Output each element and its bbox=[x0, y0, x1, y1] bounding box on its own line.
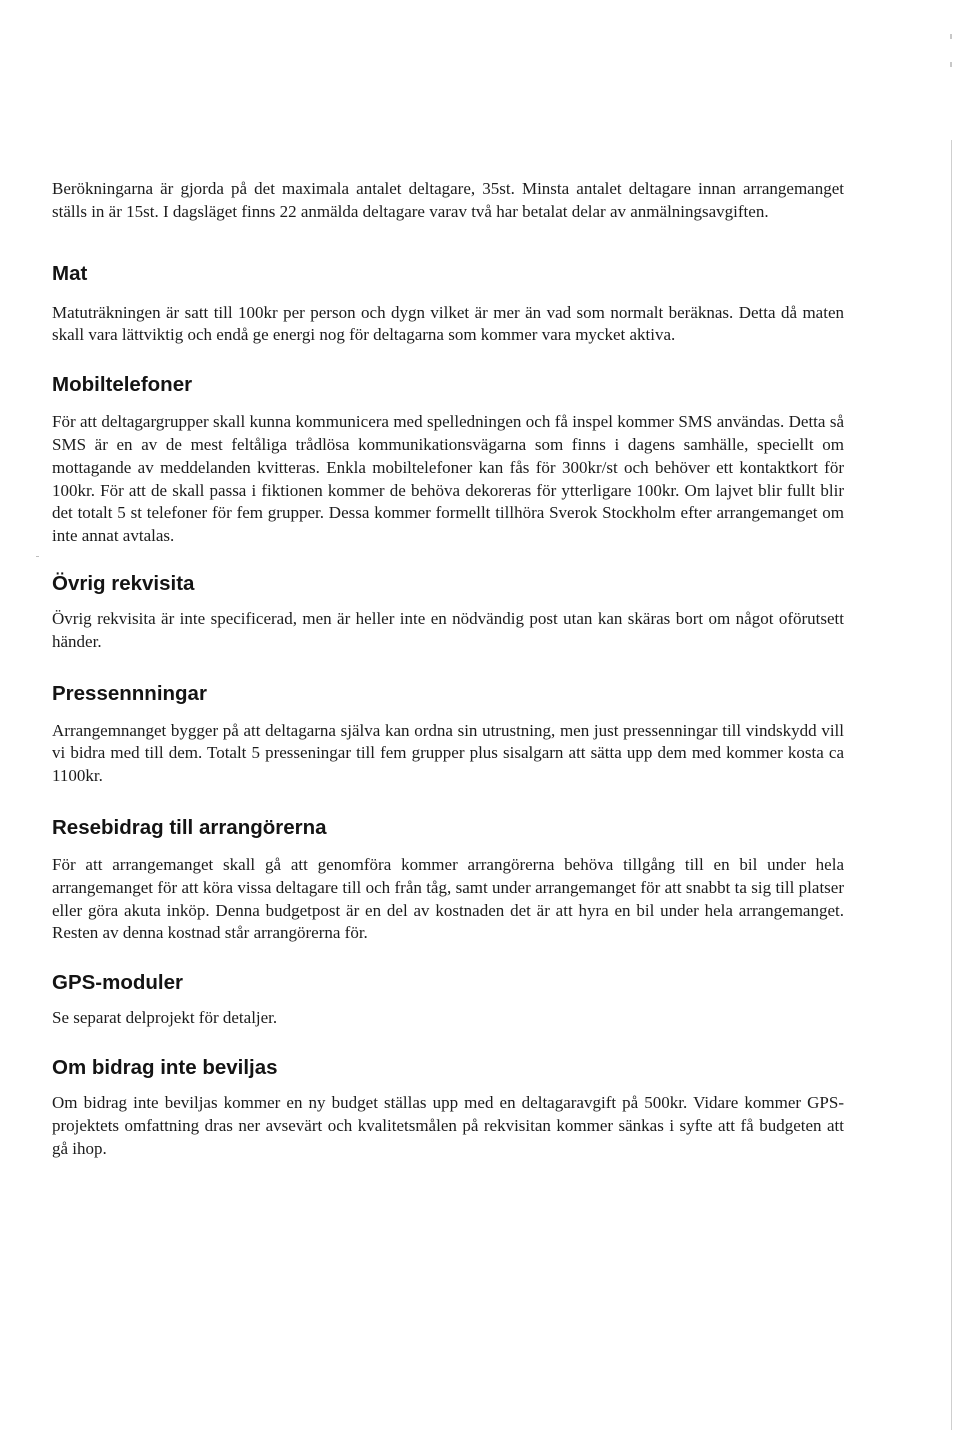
scan-edge-mark bbox=[950, 62, 952, 67]
section-body-resebidrag: För att arrangemanget skall gå att genomföra kommer arrangörerna behöva tillgång till en bil under hela arrangemanget för att köra vissa deltagare till och från tåg, samt under arrangemanget för att snabbt ta sig till platser eller göra akuta inköp. Denna budgetpost är en del av kostnaden det är att hyra en bil under hela arrangemanget. Resten av denna kostnad står arrangörerna för. bbox=[52, 854, 844, 943]
section-heading-resebidrag: Resebidrag till arrangörerna bbox=[52, 815, 327, 839]
section-heading-mobiltelefoner: Mobiltelefoner bbox=[52, 373, 193, 397]
scan-edge-line bbox=[951, 140, 952, 1430]
section-heading-pressenningar: Pressennningar bbox=[52, 681, 207, 705]
section-body-mobiltelefoner: För att deltagargrupper skall kunna kommunicera med spelledningen och få inspel kommer SMS användas. Detta så SMS är en av de mest feltåliga trådlösa kommunikationsvägarna som finns i dagens samhälle, speciellt om mottagande av meddelanden kvitteras. Enkla mobiltelefoner kan fås för 300kr/st och behöver ett kontaktkort för 100kr. För att de skall passa i fiktionen kommer de behöva dekoreras för ytterligare 100kr. Om lajvet blir fullt blir det totalt 5 st telefoner för fem grupper. Dessa kommer formellt tillhöra Sverok Stockholm efter arrangemanget om inte annat avtalas. bbox=[52, 412, 844, 546]
intro-paragraph: Berökningarna är gjorda på det maximala antalet deltagare, 35st. Minsta antalet deltagare innan arrangemanget ställs in är 15st. I dagsläget finns 22 anmälda deltagare varav två har betalat delar av anmälningsavgiften. bbox=[52, 179, 844, 221]
section-heading-ovrig-rekvisita: Övrig rekvisita bbox=[52, 571, 195, 595]
section-heading-om-bidrag: Om bidrag inte beviljas bbox=[52, 1055, 278, 1079]
section-body-mat: Matuträkningen är satt till 100kr per person och dygn vilket är mer än vad som normalt beräknas. Detta då maten skall vara lättviktig och endå ge energi nog för deltagarna som kommer vara mycket aktiva. bbox=[52, 302, 844, 345]
scan-speck bbox=[36, 556, 39, 557]
section-heading-mat: Mat bbox=[52, 261, 88, 285]
section-heading-gps-moduler: GPS-moduler bbox=[52, 971, 183, 995]
section-body-pressenningar: Arrangemnanget bygger på att deltagarna själva kan ordna sin utrustning, men just pressenningar till vindskydd vill vi bidra med till dem. Totalt 5 presseningar till fem grupper plus sisalgarn att sätta upp dem med kommer kosta ca 1100kr. bbox=[52, 720, 844, 786]
document-page bbox=[52, 178, 844, 1160]
scan-edge-mark bbox=[950, 34, 952, 39]
section-body-gps-moduler: Se separat delprojekt för detaljer. bbox=[52, 1008, 278, 1028]
section-body-ovrig-rekvisita: Övrig rekvisita är inte specificerad, men är heller inte en nödvändig post utan kan skäras bort om något oförutsett händer. bbox=[52, 608, 844, 651]
section-body-om-bidrag: Om bidrag inte beviljas kommer en ny budget ställas upp med en deltagaravgift på 500kr. Vidare kommer GPS-projektets omfattning dras ner avsevärt och kvalitetsmålen på rekvisitan kommer sänkas i syfte att få budgeten att gå ihop. bbox=[52, 1092, 844, 1158]
